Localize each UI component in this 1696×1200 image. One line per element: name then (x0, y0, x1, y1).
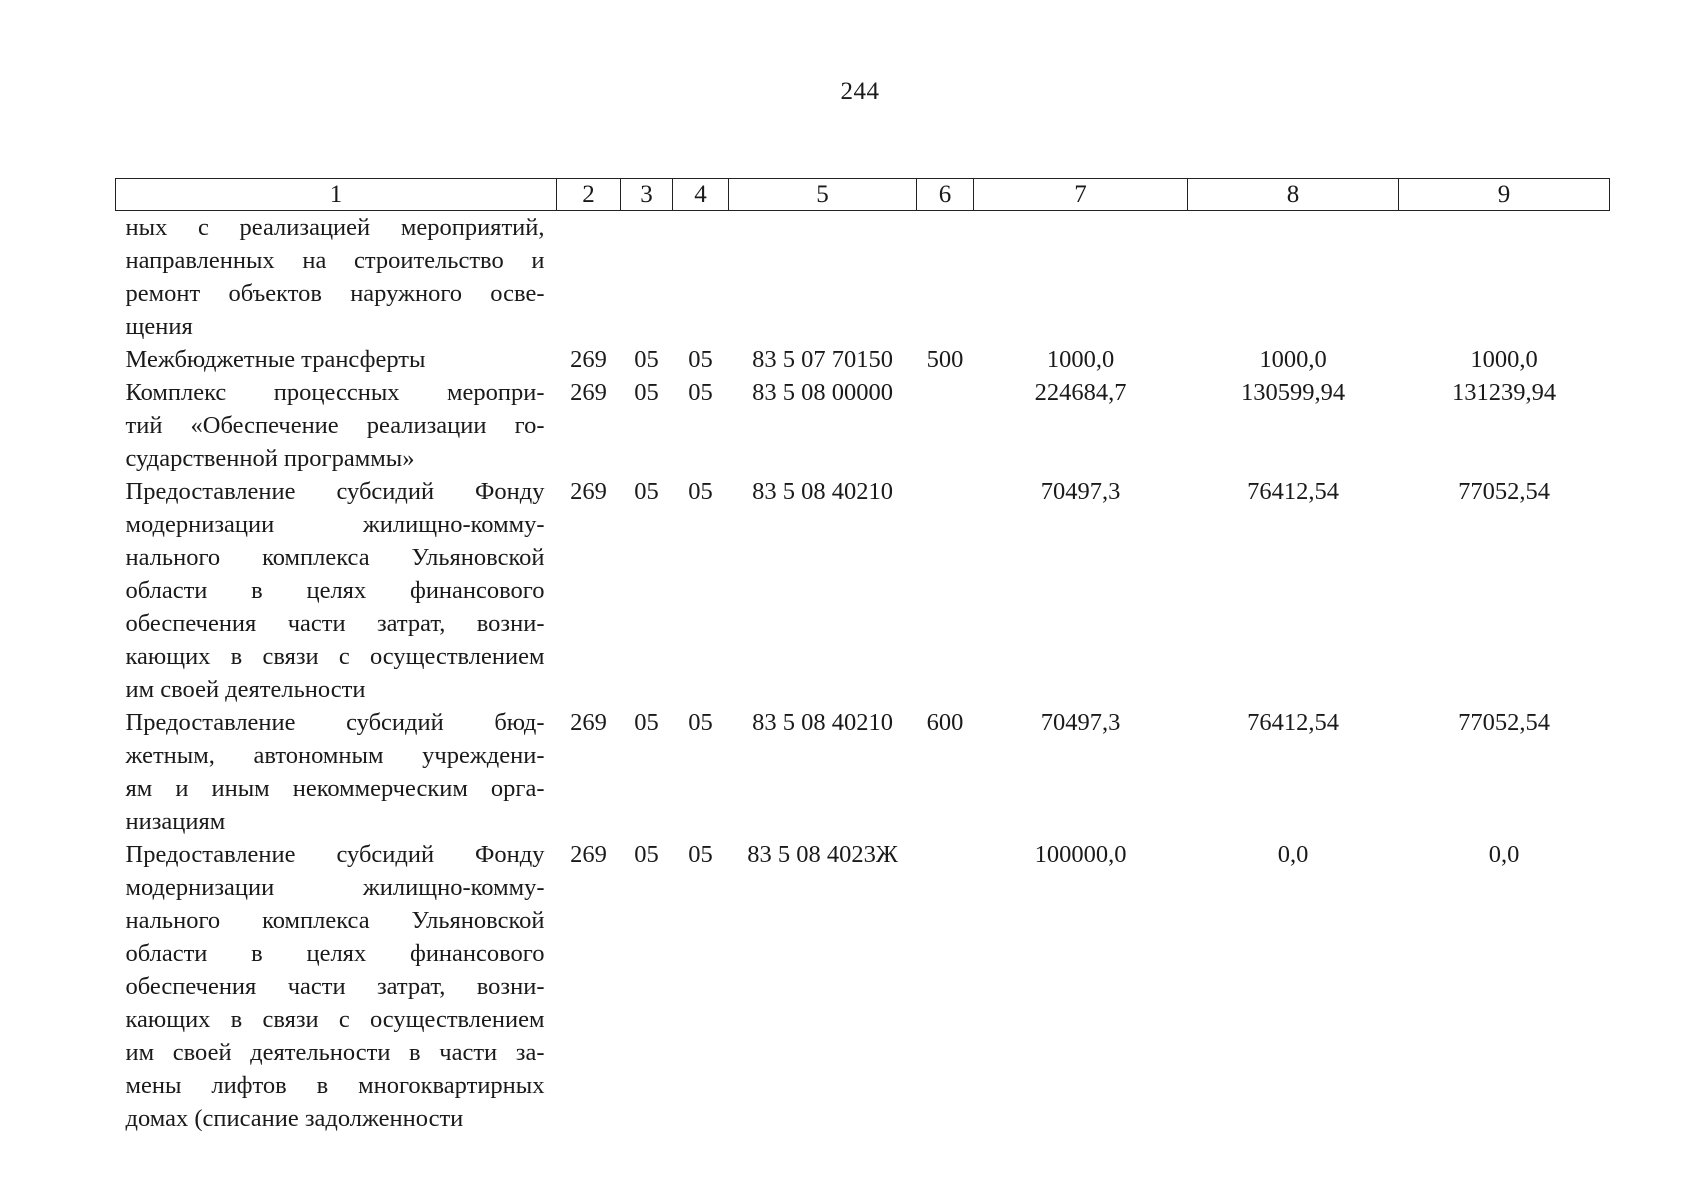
table-row (116, 376, 1610, 475)
row-name-line: модернизации жилищно-комму- (125, 874, 545, 901)
ministry-code-cell: 269 (570, 346, 607, 373)
amount-year1-cell: 100000,0 (1034, 841, 1127, 868)
table-body (116, 211, 1610, 1136)
table-row (116, 838, 1610, 1135)
section-code-cell: 05 (634, 379, 659, 406)
row-name-line: мены лифтов в многоквартирных (125, 1072, 545, 1099)
column-header-2: 2 (557, 179, 621, 211)
row-name-line: Предоставление субсидий бюд- (125, 709, 545, 736)
row-name-cell (116, 475, 557, 706)
amount-year2-cell: 76412,54 (1247, 478, 1339, 505)
amount-year3-cell: 77052,54 (1458, 709, 1550, 736)
column-number-row (116, 179, 1610, 211)
budget-table (115, 178, 1610, 1135)
column-header-6: 6 (917, 179, 974, 211)
row-name-cell (116, 343, 557, 376)
amount-year2-cell: 0,0 (1277, 841, 1309, 868)
row-name-line: тий «Обеспечение реализации го- (125, 412, 545, 439)
expense-type-cell: 500 (926, 346, 964, 373)
row-name-line: щения (125, 313, 193, 340)
row-name-line: направленных на строительство и (125, 247, 545, 274)
row-name-line: кающих в связи с осуществлением (125, 643, 545, 670)
ministry-code-cell: 269 (570, 478, 607, 505)
ministry-code-cell: 269 (570, 379, 607, 406)
column-header-4: 4 (673, 179, 729, 211)
row-name-line: жетным, автономным учреждени- (125, 742, 545, 769)
row-name-line: модернизации жилищно-комму- (125, 511, 545, 538)
amount-year1-cell: 1000,0 (1046, 346, 1115, 373)
table-row (116, 211, 1610, 344)
expense-type-cell (917, 211, 974, 344)
amount-year3-cell: 0,0 (1488, 841, 1520, 868)
row-name-cell (116, 706, 557, 838)
section-code-cell: 05 (634, 709, 659, 736)
row-name-line: области в целях финансового (125, 577, 545, 604)
amount-year3-cell (1399, 211, 1610, 344)
column-header-5: 5 (729, 179, 917, 211)
amount-year1-cell: 70497,3 (1040, 478, 1121, 505)
target-article-cell (729, 211, 917, 344)
amount-year2-cell: 76412,54 (1247, 709, 1339, 736)
ministry-code-cell: 269 (570, 841, 607, 868)
column-header-3: 3 (621, 179, 673, 211)
row-name-cell (116, 211, 557, 344)
expense-type-cell (917, 475, 974, 706)
row-name-line: нального комплекса Ульяновской (125, 907, 545, 934)
ministry-code-cell: 269 (570, 709, 607, 736)
row-name-line: Межбюджетные трансферты (125, 346, 426, 373)
row-name-line: области в целях финансового (125, 940, 545, 967)
amount-year1-cell (974, 211, 1188, 344)
section-code-cell: 05 (634, 841, 659, 868)
subsection-code-cell (673, 211, 729, 344)
row-name-line: Предоставление субсидий Фонду (125, 841, 545, 868)
target-article-cell: 83 5 08 00000 (752, 379, 893, 406)
row-name-line: им своей деятельности (125, 676, 366, 703)
column-header-1: 1 (116, 179, 557, 211)
table-row (116, 706, 1610, 838)
amount-year2-cell (1188, 211, 1399, 344)
row-name-line: обеспечения части затрат, возни- (125, 973, 545, 1000)
target-article-cell: 83 5 07 70150 (752, 346, 893, 373)
row-name-line: кающих в связи с осуществлением (125, 1006, 545, 1033)
table-row (116, 343, 1610, 376)
amount-year1-cell: 70497,3 (1040, 709, 1121, 736)
row-name-line: ям и иным некоммерческим орга- (125, 775, 545, 802)
page-number: 244 (840, 78, 880, 105)
expense-type-cell (917, 838, 974, 1135)
row-name-line: ремонт объектов наружного осве- (125, 280, 545, 307)
row-name-line: низациям (125, 808, 226, 835)
row-name-line: домах (списание задолженности (125, 1105, 464, 1132)
expense-type-cell (917, 376, 974, 475)
column-header-7: 7 (974, 179, 1188, 211)
section-code-cell (621, 211, 673, 344)
row-name-cell (116, 838, 557, 1135)
target-article-cell: 83 5 08 4023Ж (747, 841, 898, 868)
amount-year1-cell: 224684,7 (1034, 379, 1127, 406)
subsection-code-cell: 05 (688, 379, 713, 406)
amount-year2-cell: 130599,94 (1240, 379, 1346, 406)
subsection-code-cell: 05 (688, 841, 713, 868)
target-article-cell: 83 5 08 40210 (752, 709, 893, 736)
row-name-line: нального комплекса Ульяновской (125, 544, 545, 571)
expense-type-cell: 600 (926, 709, 964, 736)
row-name-line: обеспечения части затрат, возни- (125, 610, 545, 637)
target-article-cell: 83 5 08 40210 (752, 478, 893, 505)
row-name-line: ных с реализацией мероприятий, (125, 214, 545, 241)
subsection-code-cell: 05 (688, 346, 713, 373)
budget-table-container (115, 178, 1609, 1135)
amount-year3-cell: 1000,0 (1470, 346, 1538, 373)
amount-year3-cell: 131239,94 (1451, 379, 1557, 406)
column-header-9: 9 (1399, 179, 1610, 211)
section-code-cell: 05 (634, 346, 659, 373)
row-name-line: сударственной программы» (125, 445, 415, 472)
table-header (116, 179, 1610, 211)
ministry-code-cell (557, 211, 621, 344)
subsection-code-cell: 05 (688, 478, 713, 505)
amount-year3-cell: 77052,54 (1458, 478, 1550, 505)
column-header-8: 8 (1188, 179, 1399, 211)
row-name-cell (116, 376, 557, 475)
section-code-cell: 05 (634, 478, 659, 505)
subsection-code-cell: 05 (688, 709, 713, 736)
row-name-line: Комплекс процессных меропри- (125, 379, 545, 406)
table-row (116, 475, 1610, 706)
row-name-line: им своей деятельности в части за- (125, 1039, 545, 1066)
row-name-line: Предоставление субсидий Фонду (125, 478, 545, 505)
amount-year2-cell: 1000,0 (1259, 346, 1327, 373)
